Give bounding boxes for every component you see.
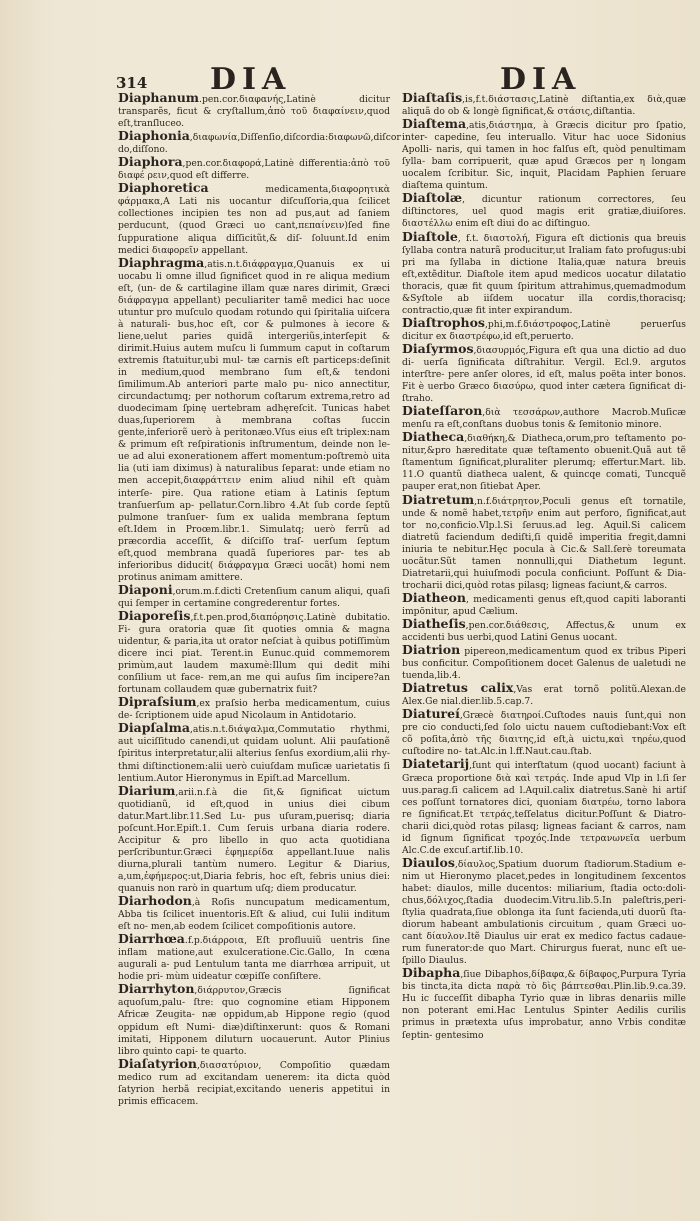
entry-headword: Diaſtole: [402, 228, 458, 244]
dictionary-entry: [118, 983, 390, 1057]
entry-definition: ,διασυρμός,Figura eſt qua una dictio ad duo di- uerſa ſignificata diſtrahitur. Vergil. Ecl.9. argutos interſtre- pere anſer olores, id eſt, malus poëta inter bonos. Fit è uerbo Græco διασύρω, quod inter cætera ſignificat di- ſtraho.: [402, 344, 686, 405]
right-head-word: DIA: [500, 62, 582, 97]
dictionary-entry: [402, 405, 686, 431]
entry-headword: Diaſyrmos: [402, 340, 474, 356]
dictionary-entry: [402, 228, 686, 317]
dictionary-entry: [118, 581, 390, 610]
entry-definition: ,ex praſsio herba medicamentum, cuius de- ſcriptionem uide apud Nicolaum in Antidotario.: [118, 698, 390, 722]
entry-headword: Diaphora: [118, 154, 183, 170]
entry-definition: ,orum.m.f.dicti Cretenſium canum aliqui, quaſi qui ſemper in certamine congrederentur fortes.: [118, 585, 390, 609]
dictionary-entry: [118, 254, 390, 584]
dictionary-entry: [118, 782, 390, 895]
entry-definition: ,pen.cor.διάθεσις, Affectus,& unum ex accidenti bus uerbi,quod Latini Genus uocant.: [402, 619, 686, 644]
entry-headword: Diatetarij: [402, 756, 470, 772]
entry-definition: ,διαφωνία,Diſſenſio,diſcordia:διαφωνῶ,diſcor do,diſſono.: [118, 132, 401, 156]
dictionary-entry: [402, 682, 686, 708]
entry-definition: ,διαθήκη,& Diatheca,orum,pro teſtamento po- nitur,&pro hæreditate quæ teſtamento obuenit.Quã aut tẽ ſtamentum ſignificat,pluraliter plerumq; effertur.Mart. lib. 11.O quantũ diatheca ualent, & quincqe comati, Tuncquẽ pauper erat,non ſitiebat Aper.: [402, 433, 686, 493]
dictionary-entry: [118, 607, 390, 696]
dictionary-entry: [402, 967, 686, 1041]
entry-headword: Dipraſsium: [118, 694, 197, 710]
right-column: [402, 92, 686, 1042]
entry-headword: Diatretum: [402, 491, 475, 507]
entry-headword: Diarrhœa: [118, 931, 185, 947]
entry-definition: ,διὰ τεσσάρων,authore Macrob.Muſicæ menſu ra eſt,conſtans duobus tonis & ſemitonio minore.: [402, 407, 686, 431]
entry-headword: Diaulos: [402, 854, 455, 870]
page-number: 314: [116, 74, 148, 92]
entry-headword: Diaphoretica: [118, 180, 209, 196]
entry-definition: ,διάρρυτον,Græcis ſignificat aquoſum,palu- ſtre: quo cognomine etiam Hipponem Africæ Zeugita- næ oppidum,ab Hippone regio (quod oppidum eſt Numi- diæ)diſtinxerunt: quos & Romani imitati, Hipponem diluturn uocauerunt. Autor Plinius libro quinto capi- te quarto.: [118, 985, 390, 1057]
entry-definition: ,f.t.pen.prod,διαπόρησις.Latinè dubitatio. Fi- gura oratoria quæ ſit quoties omnia & magna uidentur, & paria,ita ut orator neſciat à quibus potiſſimùm dicere inci piat. Terent.in Eunuc.quid commemorem primùm,aut laudem maxumè:Illum qui dedit mihi conſilium ut face- rem,an me qui auſus ſim incipere?an fortunam collaudem quæ gubernatrix fuit?: [118, 611, 390, 696]
dictionary-entry: [118, 92, 390, 130]
dictionary-entry: [402, 314, 686, 343]
entry-headword: Diaphanum: [118, 90, 200, 105]
dictionary-entry: [402, 118, 686, 192]
dictionary-entry: [118, 128, 401, 156]
dictionary-entry: [118, 156, 390, 182]
entry-definition: ,pen.cor.διαφορά,Latinè differentia:ἀπὸ τοῦ διαφέ ρειν,quod eſt differre.: [118, 158, 390, 182]
entry-definition: ,atis.n.t.διάφραγμα,Quanuis ex ui uocabu li omne illud ſignificet quod in re aliqua medium eſt, (un- de & cartilagine illam quæ nares dirimit, Græci διάφραγμα appellant) peculiariter tamẽ medici hac uoce utuntur pro muſculo quodam rotundo qui ſpiritalia uiſcera à naturali- bus,hoc eſt, cor & pulmones à iecore & liene,uelut paries quidã intergeriũs,interſepit & dirimit.Huius autem muſcu li ſummum caput in coſtarum extremis ſtatuitur,ubi mul- tæ carnis eſt particeps:deſinit in medium,quod membrano ſum eſt,& tendoni ſimilimum.Ab anteriori parte malo pu- nico annectitur, circundactumq; per nothorum coſtarum extrema,retro ad duodecimam ſpinę uertebram adhęreſcit. Tunicas habet duas,ſuperiorem à membrana coſtas ſuccin gente,inferiorẽ uerò à peritonæo.Vſus eius eſt triplex:nam & primum eſt reſpirationis inſtrumentum, deinde non le- ue ad alui exonerationem affert momentum:poſtremò uita lia (uti iam diximus) à naturalibus ſeparat: unde etiam no men accepit,διαφράττειν enim aliud nihil eſt quàm interſe- pire. Qua ratione etiam à Latinis ſeptum tranſuerſum ap- pellatur.Corn.libro 4.At ſub corde ſeptũ pulmone tranſuer- ſum ex ualida membrana ſeptum eſt.Idem in Proœm.libr.1. Simulatq; uerò ferrũ ad præcordia acceſſit, & diſciſſo traſ- uerſum ſeptum eſt,quod membrana quadã ſuperiores par- tes ab inferioribus diducit( διάφραγμα Græci uocãt) homi nem protinus animam amittere.: [118, 258, 390, 583]
dictionary-entry: [402, 192, 686, 230]
entry-definition: ,phi,m.f.διάστροφος,Latinè peruerſus dicitur ex διαστρέφω,id eſt,peruerto.: [402, 318, 686, 342]
entry-headword: Diateſſaron: [402, 403, 483, 419]
dictionary-entry: [402, 615, 686, 644]
entry-definition: ,Vas erat tornõ politũ.Alexan.de Alex.Ge nial.dier.lib.5.cap.7.: [402, 684, 686, 708]
entry-definition: ,atis.n.t.διάψαλμα,Commutatio rhythmi, aut uiciſſitudo canendi,ut quidam uolunt. Alii pauſationẽ ſpiritus interpretatur,alii alterius ſenſus exordium,alii rhy- thmi diſtinctionem:alii uerò cuiuſdam muſicæ uarietatis ſi lentium.Autor Hieronymus in Epiſt.ad Marcellum.: [118, 724, 390, 784]
entry-headword: Diarium: [118, 782, 176, 798]
dictionary-entry: [402, 854, 686, 967]
dictionary-entry: [118, 933, 390, 983]
entry-definition: ,ſunt qui interſtatum (quod uocant) faciunt à Græca proportione διὰ καὶ τετράς. Inde apud Vlp in l.ſi ſer uus.parag.ſi calicem ad l.Aquil.calix diatretus.Sanè hi artiſ ces poſſunt tornatores dici, quoniam διατρέω, torno labora re ſignificat.Et τετράς,teſſelatus dicitur.Poſſunt & Diatro- charii dici,quòd rotas pilasq; ligneas faciant & carros, nam id ſignum ſignificat τροχός.Inde τετρανωνεῖα uerbum Alc.C.de excuſ.artif.lib.10.: [402, 760, 686, 856]
entry-headword: Diaporeſis: [118, 607, 191, 623]
entry-headword: Diapſalma: [118, 720, 190, 736]
left-column: [118, 90, 401, 1108]
entry-headword: Diaphonia: [118, 128, 190, 144]
dictionary-entry: [118, 182, 390, 256]
entry-definition: ,δίαυλος,Spatium duorum ſtadiorum.Stadium e- nim ut Hieronymo placet,pedes in longitudinem ſexcentos habet: diaulos, mille ducentos: miliarium, ſtadia octo:doli- chus,δόλιχος,ſtadia duodecim.Vitru.lib.5.In paleſtris,peri- ſtylia quadrata,ſiue oblonga ita ſunt facienda,uti duorũ ſta- diorum habeant ambulationis circuitum , quam Græci uo- cant δίαυλον.Itẽ Diaulus uir erat ex medico factus cadaue- rum funerator:de quo Mart. Chirurgus fuerat, nunc eſt ue- ſpillo Diaulus.: [402, 858, 686, 967]
entry-headword: Diatheſis: [402, 615, 466, 631]
entry-definition: ,à Roſis nuncupatum medicamentum, Abba tis ſcilicet inuentoris.Eſt & aliud, cui Iulii inditum eſt no- men,ab eodem ſcilicet compoſitionis autore.: [118, 897, 390, 933]
dictionary-entry: [118, 696, 390, 722]
dictionary-entry: [402, 491, 686, 592]
dictionary-entry: [118, 895, 390, 933]
dictionary-entry: [402, 589, 686, 618]
entry-definition: ,n.f.διάτρητον,Poculi genus eſt tornatile, unde & nomẽ habet,τετρῆν enim aut perforo, ſignificat,aut tor no,conficio.Vlp.l.Si ſeruus.ad leg. Aquil.Si calicem diatretũ faciendum dediſti,ſi quidẽ imperitia fregit,damni iniuria te nebitur.Hęc pocula à Cic.& Sall.ſerè toreumata uocãtur.Sũt tamen nonnulli,qui Diathetum legunt. Diatretarii,qui huiuſmodi pocula conficiunt. Poſſunt & Dia- trocharii dici,quòd rotas pilasq; ligneas faciunt,& carros.: [402, 495, 686, 591]
entry-definition: ,ſiue Dibaphos,δίβαφα,& δίβαφος,Purpura Tyria bis tincta,ita dicta παρὰ τὸ δὶς βάπτεσθαι.Plin.lib.9.ca.39. Hu ic ſucceſſit dibapha Tyrio quæ in libras denariis mille non poterant emi.Hac Lentulus Spinter Aedilis curilis primus in prætexta uſus improbatur, anno Vrbis conditæ ſeptin- gentesimo: [402, 969, 686, 1041]
left-head-word: DIA: [210, 62, 292, 97]
entry-headword: Diatureí: [402, 706, 460, 722]
entry-headword: Diarhodon: [118, 893, 192, 909]
entry-headword: Diatrion: [402, 642, 461, 658]
entry-headword: Diatheon: [402, 589, 466, 605]
entry-definition: medicamenta,διαφορητικὰ φάρμακα,A Lati nis uocantur diſcuſſoria,qua ſcilicet collectiones incipien tes non ad pus,aut ad ſaniem perducunt, (quod Græci uo cant,πεπαίνειν)ſed fine ſuppuratione aliqua diſſicitũt,& diſ- ſoluunt.Id enim medici διαφορεῖν appellant.: [118, 184, 390, 256]
dictionary-entry: [402, 340, 686, 405]
entry-headword: Diarrhyton: [118, 981, 195, 997]
entry-definition: , medicamenti genus eſt,quod capiti laboranti impōnitur, apud Cælium.: [402, 593, 686, 617]
entry-headword: Diatheca: [402, 429, 465, 445]
dictionary-entry: [402, 758, 686, 856]
entry-headword: Diaſtolæ: [402, 190, 463, 206]
entry-definition: ,atis,διάστημα, à Græcis dicitur pro ſpatio, inter- capedine, ſeu interuallo. Vitur hac uoce Sidonius Apolli- naris, qui tamen in hoc falſus eſt, quòd penultimam ſylla- bam corripuerit, quæ apud Græcos per η longam uocalem ſcribitur. Sic, inquit, Placidam Paphien ſeruare diaſtema quintum.: [402, 120, 686, 192]
dictionary-entry: [118, 1055, 390, 1108]
dictionary-entry: [402, 708, 686, 758]
entry-headword: Diaſtaſis: [402, 90, 463, 105]
entry-headword: Diaſatyrion: [118, 1055, 197, 1071]
entry-definition: , f.t. διαστολή, Figura eſt dictionis qua breuis ſyllaba contra naturã producitur,ut Iraliam fato profugus:ubi pri ma ſyllaba in dictione Italia,quæ natura breuis eſt,extẽditur. Diaſtole item apud medicos uocatur dilatatio thoracis, quæ fit quum ſpiritum attrahimus,quemadmodum &Syſtole ab iiſdem uocatur illa cordis,thoracisq; contractio,quæ fit inter expirandum.: [402, 232, 686, 316]
entry-definition: ,Græcè διατηροί.Cuſtodes nauis ſunt,qui non pre cio conducti,ſed ſolo uictu nauem cuſtodiebant:Vox eſt cõ poſita,ἀπὸ τῆς διαιτης,id eſt,à uictu,καὶ τηρέω,quod cuſtodire no- tat.Alc.in l.ff.Naut.cau.ſtab.: [402, 710, 686, 758]
dictionary-entry: [402, 644, 686, 682]
entry-definition: ,διασατύριον, Compoſitio quædam medico rum ad excitandam uenerem: ita dicta quòd ſatyrion herbã recipiat,excitando ueneris appetitui in primis efficacem.: [118, 1059, 390, 1107]
entry-definition: .pen.cor.διαφανής,Latinè dicitur transparẽs, ficut & cryſtallum,ἀπὸ τοῦ διαφαίνειν,quod eſt,tranſluceo.: [118, 94, 390, 130]
entry-definition: ,is,f.t.διάστασις,Latinè diſtantia,ex διὰ,quæ aliquã do ob & longè ſignificat,& στάσις,diſtantia.: [402, 94, 686, 118]
entry-headword: Diatretus calix: [402, 680, 514, 696]
entry-headword: Diaphragma: [118, 254, 205, 270]
entry-definition: , dicuntur rationum correctores, ſeu diſtinctores, uel quod magis erit gratiæ,diuiſores. διαστέλλω enim eſt diui do ac diſtinguo.: [402, 194, 686, 230]
entry-definition: .f.p.διάρροια, Eſt profluuiũ uentris ſine inflam matione,aut exulceratione.Cic.Gallo, In cœna augurali a- pud Lentulum tanta me diarrhœa arripuit, ut hodie pri- mùm uideatur cœpiſſe conſiſtere.: [118, 935, 390, 983]
dictionary-entry: [402, 431, 686, 493]
entry-definition: ,arii.n.f.à die ſit,& ſignificat uictum quotidianũ, id eſt,quod in unius diei cibum datur.Mart.libr.11.Sed Lu- pus uſuram,puerisq; diaria poſcunt.Hor.Epiſt.1. Cum ſeruis urbana diaria rodere. Accipitur & pro libello in quo acta quotidiana perſcribuntur.Græci ἐφημερίδα appellant.Iuue nalis diurna,plurali tantùm numero. Legitur & Diarius, a,um,ἐφήμερος:ut,Diaria febris, hoc eſt, febris unius diei: quanuis non rarò in quartum uſq; diem producatur.: [118, 786, 390, 894]
entry-headword: Dibapha: [402, 965, 461, 981]
entry-definition: pipereon,medicamentum quod ex tribus Piperi bus conficitur. Compoſitionem docet Galenus de ualetudi ne tuenda,lib.4.: [402, 646, 686, 682]
entry-headword: Diaſtema: [402, 116, 467, 132]
entry-headword: Diaſtrophos: [402, 314, 485, 330]
entry-headword: Diaponi: [118, 581, 173, 597]
dictionary-entry: [402, 92, 686, 118]
dictionary-entry: [118, 722, 390, 784]
running-header: [0, 60, 700, 97]
